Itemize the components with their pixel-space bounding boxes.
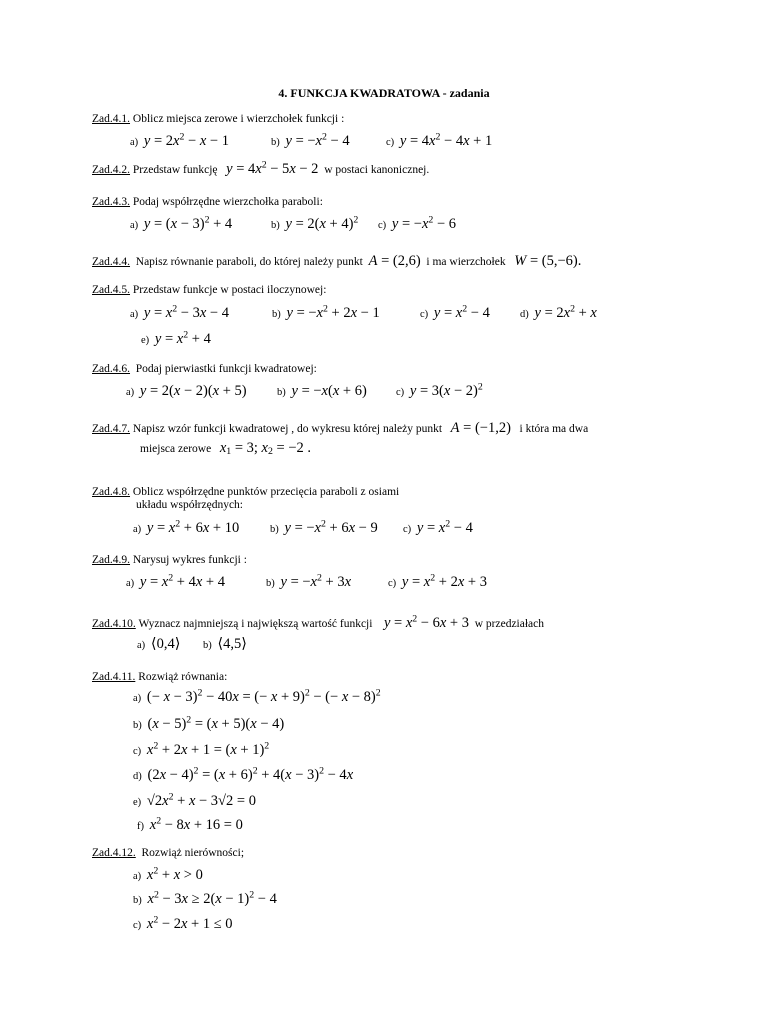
subtask-c: c) $x^2 - 2x + 1 \le 0$ [133, 914, 233, 932]
task-text-3: miejsca zerowe [140, 443, 212, 455]
subtask-c: c) $y = x^2 + 2x + 3$ [388, 572, 487, 590]
task-4-11 [92, 672, 227, 684]
task-text: Oblicz współrzędne punktów przecięcia paraboli z osiami [132, 486, 400, 498]
point-a: A = (2,6) [368, 253, 421, 269]
page-title: 4. FUNKCJA KWADRATOWA - zadania [278, 86, 490, 100]
task-4-12 [92, 848, 244, 860]
task-number: Zad.4.9. [92, 554, 131, 566]
task-4-1 [92, 114, 344, 126]
task-4-4 [92, 254, 581, 269]
vertex-w: W = (5,−6). [514, 253, 582, 269]
task-4-7 [92, 421, 588, 436]
subtask-e: e) $y = x^2 + 4$ [141, 329, 211, 347]
task-4-7-cont [140, 441, 311, 456]
subtask-b: b) $x^2 - 3x \ge 2(x - 1)^2 - 4$ [133, 889, 277, 907]
task-text: Oblicz miejsca zerowe i wierzchołek funkcji : [132, 113, 345, 125]
subtask-b: b) y = −x(x + 6) [277, 383, 367, 399]
subtask-b: b) $y = -x^2 + 3x$ [266, 572, 352, 590]
task-number: Zad.4.4. [92, 256, 131, 268]
task-number: Zad.4.8. [92, 486, 131, 498]
task-number: Zad.4.3. [92, 196, 131, 208]
task-text-2: w przedziałach [474, 618, 545, 630]
task-number: Zad.4.12. [92, 847, 136, 859]
subtask-d: d) $y = 2x^2 + x$ [520, 303, 597, 321]
subtask-c: c) $y = -x^2 - 6$ [378, 214, 457, 232]
task-number: Zad.4.2. [92, 164, 131, 176]
task-number: Zad.4.7. [92, 423, 131, 435]
task-text: Napisz równanie paraboli, do której należy punkt [135, 256, 363, 268]
subtask-b: b) $y = 2(x + 4)^2$ [271, 214, 359, 232]
task-4-9 [92, 555, 247, 567]
subtask-a: a) $y = x^2 + 6x + 10$ [133, 518, 240, 536]
task-4-8 [92, 487, 399, 499]
subtask-a: a) $y = x^2 + 4x + 4$ [126, 572, 225, 590]
task-text-2: w postaci kanonicznej. [324, 164, 430, 176]
subtask-e: e) $√2x^2 + x - 3√2 = 0$ [133, 791, 256, 809]
subtask-f: f) $x^2 - 8x + 16 = 0$ [137, 815, 243, 833]
subtask-c: c) $y = 4x^2 - 4x + 1$ [386, 131, 493, 149]
task-text: Podaj współrzędne wierzchołka paraboli: [132, 196, 323, 208]
formula: $y = x^2 - 6x + 3$ [383, 613, 469, 631]
task-4-6 [92, 364, 317, 376]
subtask-c: c) $x^2 + 2x + 1 = (x + 1)^2$ [133, 740, 270, 758]
zeros: $x_1 = 3$; $x_2 = -2$ . [219, 440, 311, 457]
task-number: Zad.4.1. [92, 113, 131, 125]
task-text: Podaj pierwiastki funkcji kwadratowej: [135, 363, 317, 375]
task-text: Przedstaw funkcje w postaci iloczynowej: [132, 284, 327, 296]
subtask-b: b) ⟨4,5⟩ [203, 636, 247, 652]
subtask-a: a) (− x − 3)$^2$ − 40x = (− x + 9)$^2$ − (− x − 8)$^2$ [133, 687, 381, 705]
task-4-8-cont [136, 500, 243, 512]
subtask-a: a) $y = 2x^2 - x - 1$ [130, 131, 229, 149]
task-text: Rozwiąż nierówności; [141, 847, 245, 859]
task-text-2: i która ma dwa [519, 423, 589, 435]
subtask-c: c) $y = x^2 - 4$ [420, 303, 490, 321]
task-4-10 [92, 613, 545, 631]
task-text: Narysuj wykres funkcji : [132, 554, 247, 566]
subtask-b: b) $y = -x^2 - 4$ [271, 131, 350, 149]
subtask-b: b) $y = -x^2 + 6x - 9$ [270, 518, 378, 536]
task-4-3 [92, 197, 323, 209]
subtask-a: a) y = 2(x − 2)(x + 5) [126, 383, 247, 399]
point-a: A = (−1,2) [450, 420, 511, 436]
task-number: Zad.4.6. [92, 363, 131, 375]
subtask-a: a) $y = (x - 3)^2 + 4$ [130, 214, 233, 232]
task-text: Napisz wzór funkcji kwadratowej , do wykresu której należy punkt [132, 423, 443, 435]
task-text-2: układu współrzędnych: [136, 499, 243, 511]
task-text: Rozwiąż równania: [138, 671, 228, 683]
subtask-d: d) $(2x - 4)^2 = (x + 6)^2 + 4(x - 3)^2 - 4x$ [133, 765, 354, 783]
subtask-a: a) $x^2 + x > 0$ [133, 865, 203, 883]
task-number: Zad.4.11. [92, 671, 136, 683]
subtask-a: a) $y = x^2 - 3x - 4$ [130, 303, 229, 321]
subtask-c: c) $y = x^2 - 4$ [403, 518, 473, 536]
task-text-2: i ma wierzchołek [426, 256, 506, 268]
subtask-b: b) $y = -x^2 + 2x - 1$ [272, 303, 380, 321]
task-text: Wyznacz najmniejszą i największą wartość funkcji [138, 618, 373, 630]
task-text: Przedstaw funkcję [132, 164, 218, 176]
subtask-c: c) $y = 3(x - 2)^2$ [396, 381, 483, 399]
subtask-b: b) $(x - 5)^2 = (x + 5)(x - 4)$ [133, 714, 285, 732]
task-4-2 [92, 159, 430, 177]
subtask-a: a) ⟨0,4⟩ [137, 636, 181, 652]
task-4-5 [92, 285, 326, 297]
task-number: Zad.4.5. [92, 284, 131, 296]
formula: $y = 4x^2 - 5x - 2$ [226, 159, 319, 177]
task-number: Zad.4.10. [92, 618, 136, 630]
